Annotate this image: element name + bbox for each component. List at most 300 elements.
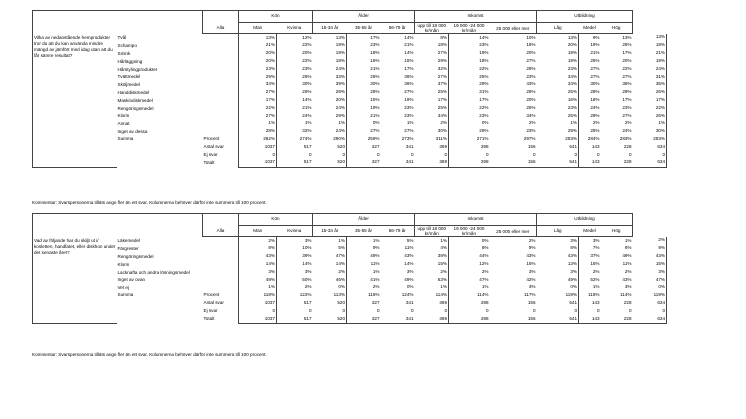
value-cell: 21%	[347, 112, 381, 120]
value-cell: 31%	[633, 73, 667, 81]
value-cell: 273%	[401, 136, 414, 142]
count-row	[33, 299, 667, 307]
value-cell: 25%	[567, 112, 578, 118]
value-cell: 517	[277, 315, 313, 323]
value-cell: 25%	[526, 104, 536, 110]
group-header-inkomst: Inkomst	[415, 11, 537, 23]
column-header: Låg	[537, 23, 579, 34]
value-cell: 27%	[622, 73, 632, 79]
value-cell: 15%	[404, 58, 414, 64]
value-cell: 22%	[633, 104, 667, 112]
value-cell: 341	[381, 315, 415, 323]
value-cell: 37%	[579, 253, 601, 261]
value-cell: 327	[347, 315, 381, 323]
value-cell: 15%	[437, 261, 447, 267]
column-header: Man	[239, 226, 277, 237]
value-cell: 143	[579, 299, 601, 307]
value-cell: 24%	[622, 128, 632, 134]
value-cell: 36%	[404, 73, 414, 79]
value-cell: 23%	[449, 112, 490, 120]
value-cell: 5%	[406, 237, 414, 243]
value-cell: 341	[405, 300, 414, 306]
table-row	[33, 260, 667, 268]
count-row	[33, 307, 667, 315]
value-cell: 21%	[633, 50, 667, 58]
value-cell: 3%	[579, 237, 601, 245]
value-cell: 14%	[404, 261, 414, 267]
value-cell: 8%	[239, 245, 277, 253]
value-cell: 541	[569, 300, 578, 306]
column-header: Medel	[579, 23, 601, 34]
column-header: 15-34 år	[313, 23, 347, 34]
row-label: Hårstylingprodukter	[117, 66, 158, 72]
value-cell: 3%	[277, 268, 313, 276]
value-cell: 290%	[333, 136, 345, 142]
count-label: Ej svar	[203, 307, 218, 313]
value-cell: 23%	[526, 73, 536, 79]
row-label: Inget av ovan	[117, 277, 146, 283]
value-cell: 25%	[579, 128, 601, 136]
count-pad	[117, 307, 203, 315]
corner-cell	[33, 11, 203, 34]
value-cell: 0	[628, 307, 632, 313]
value-cell: 18%	[347, 50, 381, 58]
value-cell: 20%	[526, 97, 536, 103]
value-cell: 117%	[524, 292, 536, 298]
value-cell: 2%	[440, 120, 447, 126]
value-cell: 0	[239, 151, 277, 159]
value-cell: 19%	[347, 104, 381, 112]
row-label: Annat	[117, 121, 130, 127]
row-label: Smink	[117, 51, 131, 57]
count-label: Totalt	[203, 315, 215, 321]
count-row	[33, 315, 667, 323]
value-cell: 0	[574, 307, 578, 313]
value-cell: 3%	[277, 237, 313, 245]
value-cell: 17%	[437, 97, 447, 103]
value-cell: 11%	[347, 260, 381, 268]
value-cell: 0%	[449, 237, 490, 245]
value-cell: 0	[449, 151, 490, 159]
value-cell: 0	[579, 151, 601, 159]
value-cell: 18%	[335, 58, 345, 64]
value-cell: 2%	[624, 120, 632, 126]
value-cell: 3%	[570, 237, 578, 243]
value-cell: 2%	[277, 284, 313, 292]
group-header-alder: Ålder	[313, 214, 415, 226]
value-cell: 14%	[404, 50, 414, 56]
value-cell: 1%	[624, 237, 632, 243]
group-header-alder: Ålder	[313, 11, 415, 23]
value-cell: 0%	[338, 284, 345, 290]
row-label: Vet ej	[117, 285, 129, 291]
value-cell: 15%	[526, 261, 536, 267]
value-cell: 43%	[404, 253, 414, 259]
value-cell: 23%	[404, 104, 414, 110]
value-cell: 29%	[335, 112, 345, 118]
value-cell: 43%	[239, 253, 277, 261]
count-row	[33, 143, 667, 151]
column-header: 25 000 eller mer	[490, 23, 537, 34]
value-cell: 1%	[277, 120, 313, 128]
value-cell: 1%	[338, 237, 345, 243]
value-cell: 25%	[449, 73, 490, 81]
row-label: Klorin	[117, 113, 130, 119]
value-cell: 42%	[526, 276, 536, 282]
value-cell: 283%	[565, 136, 578, 142]
value-cell: 1%	[440, 284, 447, 290]
value-cell: 29%	[579, 112, 601, 120]
column-header: upp till 18 000 kr/mån	[415, 226, 449, 237]
value-cell: 26%	[277, 73, 313, 81]
value-cell: 2%	[579, 120, 601, 128]
value-cell: 34%	[567, 73, 578, 79]
value-cell: 520	[313, 315, 347, 323]
value-cell: 0	[239, 307, 277, 315]
value-cell: 36%	[622, 81, 632, 87]
count-label: Antal svar	[203, 300, 224, 306]
value-cell: 26%	[633, 112, 667, 120]
value-cell: 259%	[347, 135, 381, 143]
value-cell: 634	[633, 315, 667, 323]
row-label: Sköljmedel	[117, 82, 140, 88]
row-label: Tvättmedel	[117, 74, 141, 80]
value-cell: 19%	[567, 58, 578, 64]
value-cell: 517	[277, 143, 313, 151]
group-header-utbildning: Utbildning	[537, 214, 633, 226]
value-cell: 4%	[440, 245, 447, 251]
value-cell: 24%	[335, 65, 345, 71]
value-cell: 114%	[620, 292, 632, 298]
value-cell: 44%	[449, 253, 490, 261]
value-cell: 9%	[528, 245, 536, 251]
value-cell: 22%	[277, 42, 313, 50]
value-cell: 27%	[404, 128, 414, 134]
value-cell: 22%	[277, 57, 313, 65]
value-cell: 118%	[579, 292, 601, 300]
value-cell: 32%	[277, 128, 313, 136]
value-cell: 0	[347, 151, 381, 159]
value-cell: 43%	[622, 276, 632, 282]
value-cell: 23%	[567, 104, 578, 110]
procent-label: Procent	[203, 136, 220, 142]
value-cell: 0	[347, 307, 381, 315]
value-cell: 19%	[567, 50, 578, 56]
value-cell: 9%	[633, 245, 667, 253]
table-row	[33, 57, 667, 65]
value-cell: 2%	[633, 237, 667, 245]
value-cell: 20%	[239, 50, 277, 58]
value-cell: 517	[277, 299, 313, 307]
column-header: 19 000 -24 000 kr/mån	[449, 226, 490, 237]
table-row	[33, 104, 667, 112]
value-cell: 8%	[570, 245, 578, 251]
value-cell: 156	[527, 143, 536, 149]
value-cell: 47%	[633, 276, 667, 284]
value-cell: 19%	[579, 42, 601, 50]
table-row	[33, 128, 667, 136]
value-cell: 271%	[449, 135, 490, 143]
value-cell: 23%	[277, 65, 313, 73]
table-row	[33, 112, 667, 120]
value-cell: 520	[337, 300, 345, 306]
value-cell: 1%	[338, 120, 345, 126]
value-cell: 21%	[404, 42, 414, 48]
value-cell: 19%	[449, 50, 490, 58]
row-label: Tvål	[117, 35, 127, 41]
value-cell: 282%	[239, 135, 277, 143]
value-cell: 31%	[449, 89, 490, 97]
count-pad	[117, 299, 203, 307]
value-cell: 50%	[277, 276, 313, 284]
value-cell: 29%	[437, 58, 447, 64]
value-cell: 49%	[347, 253, 381, 261]
table-row	[33, 34, 667, 42]
value-cell: 3%	[239, 268, 277, 276]
value-cell: 34%	[239, 81, 277, 89]
table-row	[33, 245, 667, 253]
value-cell: 53%	[437, 276, 447, 282]
value-cell: 1%	[633, 120, 667, 128]
value-cell: 0	[579, 307, 601, 315]
value-cell: 41%	[347, 276, 381, 284]
value-cell: 520	[313, 159, 347, 167]
value-cell: 1%	[570, 120, 578, 126]
value-cell: 311%	[435, 136, 447, 142]
table-row	[33, 284, 667, 292]
table-row	[33, 89, 667, 97]
value-cell: 143	[579, 159, 601, 167]
value-cell: 3%	[528, 268, 536, 274]
value-cell: 517	[277, 159, 313, 167]
value-cell: 22%	[449, 65, 490, 73]
value-cell: 3%	[570, 268, 578, 274]
value-cell: 43%	[633, 253, 667, 261]
count-label: Ej svar	[203, 151, 218, 157]
value-cell: 32%	[437, 65, 447, 71]
column-header: Hög	[601, 23, 633, 34]
value-cell: 27%	[526, 58, 536, 64]
value-cell: 25%	[567, 89, 578, 95]
value-cell: 21%	[579, 50, 601, 58]
value-cell: 23%	[567, 65, 578, 71]
summa-label: Summa	[117, 136, 134, 142]
value-cell: 541	[537, 159, 579, 167]
value-cell: 20%	[622, 58, 632, 64]
value-cell: 298	[449, 299, 490, 307]
value-cell: 1037	[239, 299, 277, 307]
survey-table-2	[32, 213, 667, 324]
value-cell: 0	[410, 151, 414, 157]
value-cell: 26%	[347, 73, 381, 81]
value-cell: 1%	[406, 120, 414, 126]
value-cell: 15%	[347, 96, 381, 104]
value-cell: 25%	[437, 104, 447, 110]
value-cell: 20%	[335, 97, 345, 103]
value-cell: 13%	[633, 34, 667, 42]
column-header: Alla	[203, 226, 239, 237]
value-cell: 12%	[449, 260, 490, 268]
column-header: 19 000 -24 000 kr/mån	[449, 23, 490, 34]
procent-label: Procent	[203, 292, 220, 298]
value-cell: 43%	[567, 253, 578, 259]
table-row	[33, 65, 667, 73]
value-cell: 341	[405, 143, 414, 149]
value-cell: 27%	[622, 112, 632, 118]
value-cell: 1%	[347, 237, 381, 245]
group-header-kon: Kön	[239, 11, 313, 23]
value-cell: 113%	[333, 292, 345, 298]
value-cell: 228	[601, 315, 633, 323]
value-cell: 119%	[633, 292, 667, 300]
value-cell: 23%	[239, 65, 277, 73]
value-cell: 23%	[622, 104, 632, 110]
value-cell: 14%	[277, 96, 313, 104]
value-cell: 2%	[528, 237, 536, 243]
value-cell: 27%	[437, 50, 447, 56]
header-blank	[203, 11, 239, 23]
table-1-comment: Kommentar: Svarspersonerna tilläts ange fler än ett svar. Kolumnerna behöver därför inte summera till 100 procent.	[32, 200, 267, 205]
value-cell: 18%	[437, 42, 447, 48]
value-cell: 0	[277, 151, 313, 159]
value-cell: 47%	[335, 253, 345, 259]
value-cell: 2%	[347, 284, 381, 292]
value-cell: 283%	[619, 136, 632, 142]
column-header: 35-55 år	[347, 23, 381, 34]
count-row	[33, 151, 667, 159]
value-cell: 3%	[528, 284, 536, 290]
value-cell: 228	[623, 143, 632, 149]
value-cell: 24%	[277, 112, 313, 120]
value-cell: 143	[579, 143, 601, 151]
value-cell: 634	[633, 299, 667, 307]
value-cell: 29%	[239, 73, 277, 81]
summa-row	[33, 292, 667, 300]
value-cell: 298	[449, 315, 490, 323]
value-cell: 0	[574, 151, 578, 157]
value-cell: 30%	[347, 81, 381, 89]
count-label: Totalt	[203, 159, 215, 165]
value-cell: 0	[532, 151, 536, 157]
value-cell: 16%	[567, 97, 578, 103]
value-cell: 143	[579, 315, 601, 323]
value-cell: 0%	[633, 284, 667, 292]
value-cell: 37%	[437, 81, 447, 87]
value-cell: 13%	[622, 34, 632, 40]
value-cell: 28%	[239, 128, 277, 136]
value-cell: 13%	[335, 34, 345, 40]
value-cell: 156	[490, 159, 537, 167]
value-cell: 47%	[449, 276, 490, 284]
value-cell: 14%	[449, 34, 490, 42]
table-row	[33, 50, 667, 58]
question-text: Vilka av nedanstående hemprodukter tror du att du kan använda mindre mängd av jämfört med idag utan att du får sämre resultat?	[33, 34, 117, 168]
row-label: Klorin	[117, 261, 130, 267]
value-cell: 0	[444, 307, 447, 313]
value-cell: 228	[601, 159, 633, 167]
value-cell: 0	[444, 151, 447, 157]
column-header: Kvinna	[277, 226, 313, 237]
value-cell: 13%	[567, 34, 578, 40]
value-cell: 23%	[449, 42, 490, 50]
row-label: Rengöringsmedel	[117, 105, 154, 111]
value-cell: 52%	[579, 276, 601, 284]
value-cell: 22%	[239, 104, 277, 112]
value-cell: 0	[342, 151, 345, 157]
table-row	[33, 42, 667, 50]
row-label: Rengöringsmedel	[117, 254, 154, 260]
value-cell: 43%	[526, 81, 536, 87]
value-cell: 541	[537, 315, 579, 323]
value-cell: 28%	[347, 89, 381, 97]
value-cell: 3%	[633, 268, 667, 276]
value-cell: 1%	[449, 284, 490, 292]
value-cell: 17%	[404, 65, 414, 71]
question-text: Vad av följande har du skiljt ut i/ kosletten, handfatet, eller diskhon under det senaste året?	[33, 237, 117, 324]
value-cell: 0	[449, 307, 490, 315]
value-cell: 14%	[335, 261, 345, 267]
row-label: Lacknafta och andra lösningsmedel	[117, 269, 190, 275]
count-label: Antal svar	[203, 143, 224, 149]
table-2-comment: Kommentar: Svarspersonerna tilläts ange fler än ett svar. Kolumnerna behöver därför inte summera till 100 procent.	[32, 352, 267, 357]
value-cell: 26%	[622, 42, 632, 48]
value-cell: 17%	[449, 96, 490, 104]
table-row	[33, 268, 667, 276]
value-cell: 15%	[579, 260, 601, 268]
value-cell: 38%	[437, 253, 447, 259]
value-cell: 0%	[406, 284, 414, 290]
value-cell: 20%	[239, 57, 277, 65]
value-cell: 0%	[347, 120, 381, 128]
value-cell: 13%	[239, 34, 277, 42]
value-cell: 16%	[347, 57, 381, 65]
column-header: 56-79 år	[381, 226, 415, 237]
value-cell: 18%	[449, 57, 490, 65]
table-row	[33, 237, 667, 245]
value-cell: 28%	[579, 89, 601, 97]
value-cell: 122%	[277, 292, 313, 300]
column-header: Kvinna	[277, 23, 313, 34]
value-cell: 2%	[440, 268, 447, 274]
row-label: Schampo	[117, 43, 137, 49]
value-cell: 1%	[579, 284, 601, 292]
column-header: Hög	[601, 226, 633, 237]
value-cell: 22%	[449, 104, 490, 112]
value-cell: 327	[347, 159, 381, 167]
value-cell: 30%	[277, 81, 313, 89]
value-cell: 1037	[239, 315, 277, 323]
value-cell: 19%	[335, 42, 345, 48]
value-cell: 21%	[239, 42, 277, 50]
value-cell: 369	[439, 143, 447, 149]
value-cell: 283%	[633, 135, 667, 143]
value-cell: 11%	[404, 245, 414, 251]
value-cell: 30%	[579, 81, 601, 89]
value-cell: 20%	[277, 50, 313, 58]
value-cell: 114%	[435, 292, 447, 298]
value-cell: 1%	[239, 120, 277, 128]
value-cell: 14%	[239, 260, 277, 268]
row-label: Handdiskmedel	[117, 90, 150, 96]
value-cell: 27%	[404, 89, 414, 95]
count-pad	[117, 159, 203, 167]
value-cell: 1037	[239, 143, 277, 151]
value-cell: 541	[569, 143, 578, 149]
column-header: 15-34 år	[313, 226, 347, 237]
value-cell: 19%	[633, 57, 667, 65]
table-row	[33, 73, 667, 81]
column-header: 25 000 eller mer	[490, 226, 537, 237]
